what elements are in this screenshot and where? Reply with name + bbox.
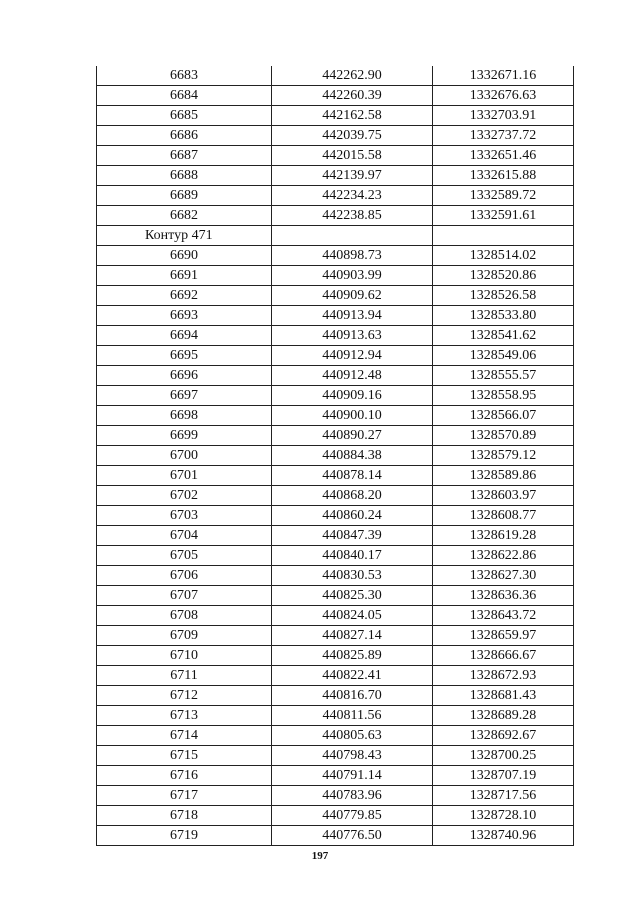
y-coordinate-cell: 1332676.63 (433, 86, 574, 106)
x-coordinate-cell: 442238.85 (272, 206, 433, 226)
point-number-cell: 6687 (97, 146, 272, 166)
point-number-cell: 6695 (97, 346, 272, 366)
point-number-cell: 6689 (97, 186, 272, 206)
x-coordinate-cell: 442039.75 (272, 126, 433, 146)
point-number-cell: 6707 (97, 586, 272, 606)
table-row (97, 706, 574, 726)
x-coordinate-cell: 440791.14 (272, 766, 433, 786)
x-coordinate-cell: 440878.14 (272, 466, 433, 486)
point-number-cell: 6701 (97, 466, 272, 486)
point-number-cell: 6699 (97, 426, 272, 446)
x-coordinate-cell: 440913.63 (272, 326, 433, 346)
x-coordinate-cell: 440824.05 (272, 606, 433, 626)
x-coordinate-cell: 440825.30 (272, 586, 433, 606)
table-row (97, 686, 574, 706)
table-row (97, 526, 574, 546)
point-number-cell: 6705 (97, 546, 272, 566)
x-coordinate-cell: 440898.73 (272, 246, 433, 266)
x-coordinate-cell: 440840.17 (272, 546, 433, 566)
y-coordinate-cell: 1328659.97 (433, 626, 574, 646)
table-row (97, 766, 574, 786)
x-coordinate-cell: 440890.27 (272, 426, 433, 446)
point-number-cell: 6716 (97, 766, 272, 786)
y-coordinate-cell: 1328707.19 (433, 766, 574, 786)
y-coordinate-cell (433, 226, 574, 246)
table-row (97, 246, 574, 266)
x-coordinate-cell: 440912.48 (272, 366, 433, 386)
point-number-cell: 6691 (97, 266, 272, 286)
y-coordinate-cell: 1328555.57 (433, 366, 574, 386)
x-coordinate-cell: 440913.94 (272, 306, 433, 326)
point-number-cell: 6700 (97, 446, 272, 466)
table-row (97, 626, 574, 646)
y-coordinate-cell: 1332737.72 (433, 126, 574, 146)
point-number-cell: 6708 (97, 606, 272, 626)
y-coordinate-cell: 1332703.91 (433, 106, 574, 126)
x-coordinate-cell: 440779.85 (272, 806, 433, 826)
x-coordinate-cell: 440903.99 (272, 266, 433, 286)
y-coordinate-cell: 1328672.93 (433, 666, 574, 686)
y-coordinate-cell: 1328636.36 (433, 586, 574, 606)
table-row (97, 606, 574, 626)
y-coordinate-cell: 1332591.61 (433, 206, 574, 226)
table-row (97, 206, 574, 226)
y-coordinate-cell: 1328740.96 (433, 826, 574, 846)
x-coordinate-cell: 440822.41 (272, 666, 433, 686)
table-row (97, 726, 574, 746)
y-coordinate-cell: 1332615.88 (433, 166, 574, 186)
table-row (97, 86, 574, 106)
y-coordinate-cell: 1328520.86 (433, 266, 574, 286)
x-coordinate-cell: 442262.90 (272, 66, 433, 86)
x-coordinate-cell: 440847.39 (272, 526, 433, 546)
x-coordinate-cell: 442234.23 (272, 186, 433, 206)
point-number-cell: 6712 (97, 686, 272, 706)
point-number-cell: 6714 (97, 726, 272, 746)
point-number-cell: 6692 (97, 286, 272, 306)
y-coordinate-cell: 1328608.77 (433, 506, 574, 526)
table-row (97, 166, 574, 186)
y-coordinate-cell: 1332671.16 (433, 66, 574, 86)
x-coordinate-cell: 442162.58 (272, 106, 433, 126)
y-coordinate-cell: 1328549.06 (433, 346, 574, 366)
x-coordinate-cell: 440884.38 (272, 446, 433, 466)
y-coordinate-cell: 1328627.30 (433, 566, 574, 586)
table-row (97, 186, 574, 206)
point-number-cell: 6709 (97, 626, 272, 646)
table-row (97, 746, 574, 766)
point-number-cell: 6682 (97, 206, 272, 226)
point-number-cell: 6694 (97, 326, 272, 346)
point-number-cell: 6697 (97, 386, 272, 406)
table-row (97, 806, 574, 826)
table-row (97, 146, 574, 166)
coordinates-table-body (97, 66, 574, 846)
table-row (97, 506, 574, 526)
table-row (97, 106, 574, 126)
point-number-cell: 6715 (97, 746, 272, 766)
point-number-cell: 6713 (97, 706, 272, 726)
y-coordinate-cell: 1332589.72 (433, 186, 574, 206)
x-coordinate-cell: 440776.50 (272, 826, 433, 846)
x-coordinate-cell: 440805.63 (272, 726, 433, 746)
table-row (97, 286, 574, 306)
y-coordinate-cell: 1328717.56 (433, 786, 574, 806)
table-row (97, 66, 574, 86)
x-coordinate-cell: 440909.62 (272, 286, 433, 306)
point-number-cell: 6706 (97, 566, 272, 586)
y-coordinate-cell: 1328566.07 (433, 406, 574, 426)
x-coordinate-cell: 440909.16 (272, 386, 433, 406)
x-coordinate-cell: 442139.97 (272, 166, 433, 186)
point-number-cell: 6698 (97, 406, 272, 426)
table-row (97, 446, 574, 466)
y-coordinate-cell: 1328692.67 (433, 726, 574, 746)
x-coordinate-cell: 440868.20 (272, 486, 433, 506)
table-row (97, 426, 574, 446)
x-coordinate-cell: 440783.96 (272, 786, 433, 806)
x-coordinate-cell: 442015.58 (272, 146, 433, 166)
point-number-cell: 6688 (97, 166, 272, 186)
point-number-cell: 6685 (97, 106, 272, 126)
y-coordinate-cell: 1328622.86 (433, 546, 574, 566)
y-coordinate-cell: 1328681.43 (433, 686, 574, 706)
x-coordinate-cell: 442260.39 (272, 86, 433, 106)
table-row (97, 346, 574, 366)
point-number-cell: 6684 (97, 86, 272, 106)
point-number-cell: 6686 (97, 126, 272, 146)
x-coordinate-cell: 440827.14 (272, 626, 433, 646)
y-coordinate-cell: 1328579.12 (433, 446, 574, 466)
table-row (97, 266, 574, 286)
page-number: 197 (311, 850, 329, 862)
point-number-cell: 6696 (97, 366, 272, 386)
table-row (97, 826, 574, 846)
y-coordinate-cell: 1328570.89 (433, 426, 574, 446)
point-number-cell: 6711 (97, 666, 272, 686)
point-number-cell: 6710 (97, 646, 272, 666)
y-coordinate-cell: 1328728.10 (433, 806, 574, 826)
y-coordinate-cell: 1328700.25 (433, 746, 574, 766)
section-row (97, 226, 574, 246)
x-coordinate-cell: 440860.24 (272, 506, 433, 526)
point-number-cell: 6717 (97, 786, 272, 806)
x-coordinate-cell (272, 226, 433, 246)
point-number-cell: 6693 (97, 306, 272, 326)
point-number-cell: 6702 (97, 486, 272, 506)
table-row (97, 386, 574, 406)
coordinates-table (96, 66, 574, 846)
x-coordinate-cell: 440825.89 (272, 646, 433, 666)
table-row (97, 326, 574, 346)
y-coordinate-cell: 1328619.28 (433, 526, 574, 546)
table-row (97, 646, 574, 666)
x-coordinate-cell: 440798.43 (272, 746, 433, 766)
table-row (97, 466, 574, 486)
table-row (97, 406, 574, 426)
table-row (97, 666, 574, 686)
x-coordinate-cell: 440811.56 (272, 706, 433, 726)
x-coordinate-cell: 440912.94 (272, 346, 433, 366)
table-row (97, 546, 574, 566)
point-number-cell: 6683 (97, 66, 272, 86)
table-row (97, 786, 574, 806)
table-row (97, 126, 574, 146)
x-coordinate-cell: 440816.70 (272, 686, 433, 706)
y-coordinate-cell: 1328541.62 (433, 326, 574, 346)
point-number-cell: Контур 471 (97, 226, 272, 246)
point-number-cell: 6703 (97, 506, 272, 526)
point-number-cell: 6718 (97, 806, 272, 826)
table-row (97, 566, 574, 586)
y-coordinate-cell: 1328514.02 (433, 246, 574, 266)
table-row (97, 306, 574, 326)
y-coordinate-cell: 1328689.28 (433, 706, 574, 726)
y-coordinate-cell: 1328558.95 (433, 386, 574, 406)
x-coordinate-cell: 440900.10 (272, 406, 433, 426)
y-coordinate-cell: 1332651.46 (433, 146, 574, 166)
x-coordinate-cell: 440830.53 (272, 566, 433, 586)
y-coordinate-cell: 1328526.58 (433, 286, 574, 306)
y-coordinate-cell: 1328666.67 (433, 646, 574, 666)
point-number-cell: 6690 (97, 246, 272, 266)
y-coordinate-cell: 1328603.97 (433, 486, 574, 506)
point-number-cell: 6719 (97, 826, 272, 846)
table-row (97, 486, 574, 506)
y-coordinate-cell: 1328643.72 (433, 606, 574, 626)
y-coordinate-cell: 1328589.86 (433, 466, 574, 486)
y-coordinate-cell: 1328533.80 (433, 306, 574, 326)
table-row (97, 366, 574, 386)
table-row (97, 586, 574, 606)
point-number-cell: 6704 (97, 526, 272, 546)
